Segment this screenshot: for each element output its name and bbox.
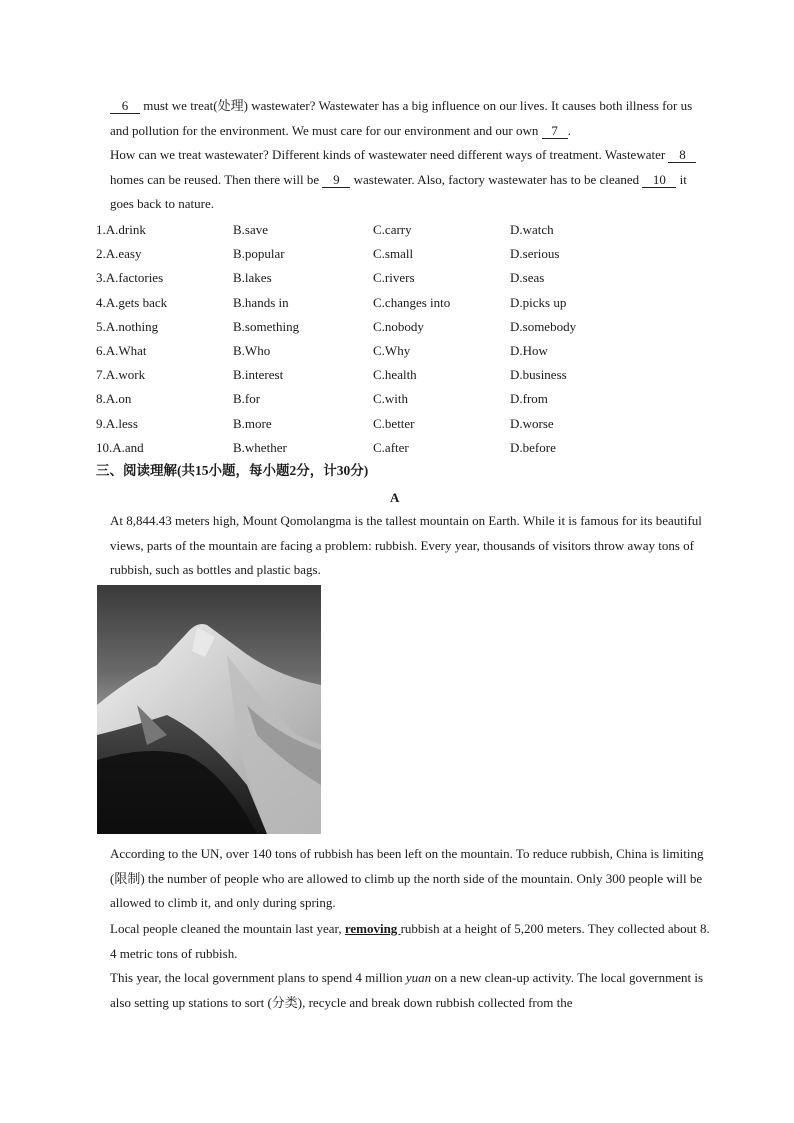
- option-a: 9.A.less: [96, 415, 138, 431]
- option-d: D.seas: [510, 270, 545, 286]
- option-b: B.save: [233, 222, 269, 237]
- option-d: D.business: [510, 367, 567, 383]
- passage-text: This year, the local government plans to spend 4 million: [110, 970, 406, 985]
- mountain-image: [97, 585, 321, 834]
- cloze-text: .: [567, 122, 571, 138]
- cloze-paragraph-1: [96, 94, 710, 143]
- option-d: D.worse: [510, 415, 554, 431]
- blank-9: 9: [322, 172, 350, 188]
- option-c: C.small: [373, 246, 414, 262]
- passage-paragraph-1: At 8,844.43 meters high, Mount Qomolangma is the tallest mountain on Earth. While it is famous for its beautiful views, parts of the mountain are facing a problem: rubbish. Every year, thousands of visitors throw away tons of rubbish, such as bottles and plastic bags.: [110, 513, 702, 577]
- blank-7: 7: [542, 123, 568, 139]
- options-list: [96, 218, 656, 460]
- option-b: B.popular: [233, 246, 285, 262]
- option-b: B.something: [233, 318, 300, 334]
- option-c: C.changes into: [373, 294, 451, 310]
- option-d: D.How: [510, 342, 548, 358]
- option-b: B.more: [233, 415, 272, 431]
- option-row: [96, 315, 656, 339]
- cloze-text: must we treat(处理) wastewater? Wastewater has a big influence on our lives. It causes both illness for us and pollution for the environment. We must care for our environment and our own: [110, 98, 693, 138]
- option-c: C.better: [373, 415, 415, 431]
- option-c: C.rivers: [373, 270, 415, 286]
- option-row: [96, 218, 656, 242]
- option-b: B.Who: [233, 342, 271, 358]
- cloze-text: wastewater. Also, factory wastewater has to be cleaned: [350, 171, 643, 187]
- option-d: D.serious: [510, 246, 560, 262]
- option-row: [96, 387, 656, 411]
- option-a: 2.A.easy: [96, 246, 142, 262]
- option-row: [96, 266, 656, 290]
- option-d: D.somebody: [510, 318, 577, 334]
- option-row: [96, 363, 656, 387]
- cloze-text: How can we treat wastewater? Different kinds of wastewater need different ways of treatment. Wastewater: [110, 147, 669, 162]
- option-d: D.watch: [510, 222, 554, 237]
- passage-paragraph-2: According to the UN, over 140 tons of rubbish has been left on the mountain. To reduce rubbish, China is limiting (限制) the number of people who are allowed to climb up the north side of the mountain. Only 300 people will be allowed to climb it, and only during spring.: [110, 846, 704, 910]
- option-a: 4.A.gets back: [96, 294, 168, 310]
- option-row: [96, 291, 656, 315]
- option-b: B.whether: [233, 439, 287, 455]
- passage-text: on a new clean-up activity. The local government is also setting up stations to sort (分类), recycle and break down rubbish collected from the: [110, 970, 703, 1010]
- option-c: C.Why: [373, 342, 411, 358]
- option-c: C.health: [373, 367, 417, 383]
- cloze-text: homes can be reused. Then there will be: [110, 171, 323, 187]
- option-b: B.interest: [233, 367, 284, 383]
- cloze-paragraph-2: [96, 143, 710, 217]
- option-row: [96, 436, 656, 460]
- option-a: 3.A.factories: [96, 270, 164, 286]
- mountain-photo: [97, 585, 321, 834]
- option-d: D.from: [510, 391, 548, 407]
- italic-word: yuan: [405, 970, 432, 985]
- blank-6: 6: [110, 98, 140, 114]
- option-d: D.picks up: [510, 294, 567, 310]
- passage-text: rubbish at a height of 5,200 meters. They collected about 8. 4 metric tons of rubbish.: [110, 921, 710, 961]
- option-c: C.with: [373, 391, 409, 407]
- option-b: B.for: [233, 391, 261, 407]
- blank-10: 10: [642, 172, 676, 188]
- passage-text: Local people cleaned the mountain last year,: [110, 921, 345, 936]
- option-a: 7.A.work: [96, 367, 146, 383]
- option-a: 6.A.What: [96, 342, 147, 358]
- cloze-text: it goes back to nature.: [110, 171, 687, 211]
- option-c: C.after: [373, 439, 409, 455]
- option-a: 1.A.drink: [96, 222, 146, 237]
- option-a: 8.A.on: [96, 391, 132, 407]
- option-b: B.hands in: [233, 294, 289, 310]
- option-row: [96, 339, 656, 363]
- passage-label: A: [390, 490, 400, 505]
- underlined-word: removing: [344, 921, 401, 936]
- passage-paragraph-3: [96, 917, 710, 966]
- blank-8: 8: [668, 147, 696, 163]
- passage-paragraph-4: [96, 966, 710, 1015]
- option-b: B.lakes: [233, 270, 272, 286]
- option-d: D.before: [510, 439, 556, 455]
- option-c: C.nobody: [373, 318, 424, 334]
- option-c: C.carry: [373, 222, 412, 237]
- option-row: [96, 412, 656, 436]
- option-a: 5.A.nothing: [96, 318, 159, 334]
- option-a: 10.A.and: [96, 439, 144, 455]
- option-row: [96, 242, 656, 266]
- section-heading: 三、阅读理解(共15小题，每小题2分，计30分): [96, 463, 369, 478]
